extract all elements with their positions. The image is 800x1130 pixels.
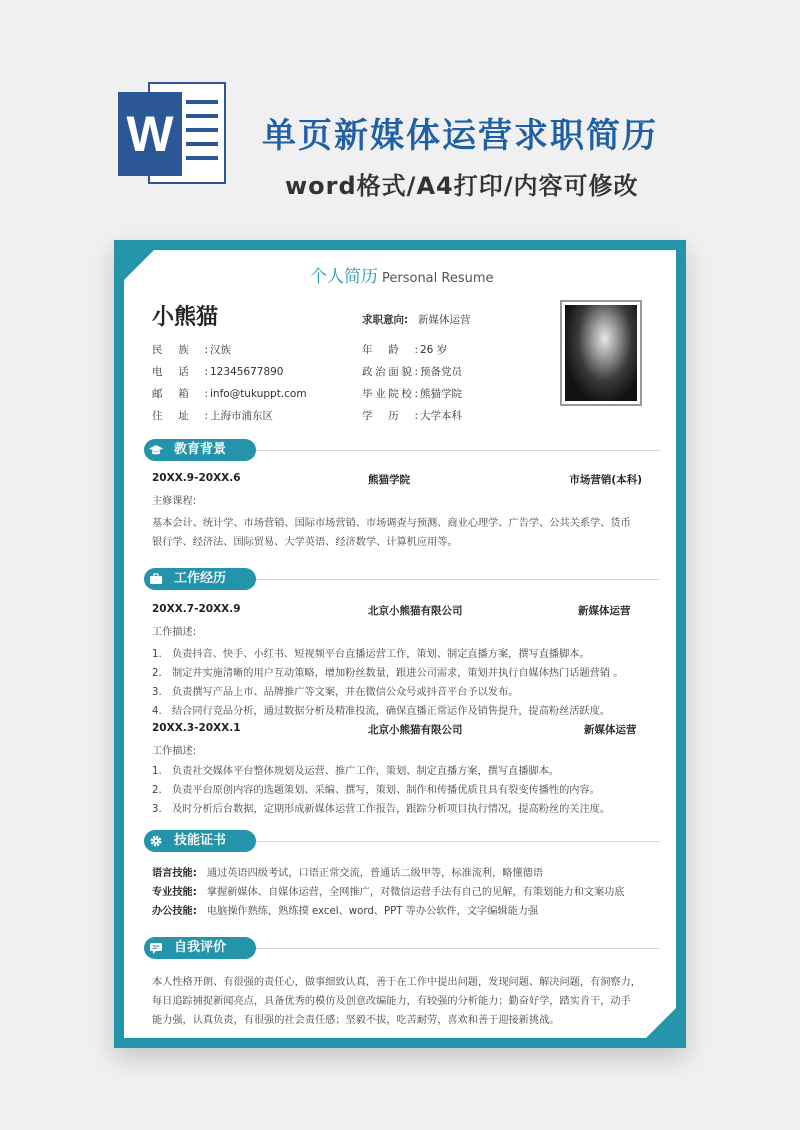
job-desc-label: 工作描述: (152, 627, 197, 638)
job-duties (152, 645, 652, 721)
briefcase-icon (148, 571, 164, 587)
info-degree: 学历: 大学本科 (362, 410, 462, 422)
self-eval-line: 能力强，认真负责，有很强的社会责任感；坚毅不拔，吃苦耐劳，喜欢和善于迎接新挑战。 (152, 1015, 560, 1026)
resume-title-en: Personal Resume (382, 271, 494, 286)
job-duties (152, 762, 652, 819)
section-skills (144, 830, 660, 852)
list-item: 1. 负责抖音、快手、小红书、短视频平台直播运营工作，策划、制定直播方案，撰写直播脚本。 (152, 649, 590, 660)
banner-title: 单页新媒体运营求职简历 (262, 116, 658, 156)
resume-title-cn: 个人简历 (310, 267, 378, 287)
word-badge: W (118, 92, 182, 176)
section-education (144, 439, 660, 461)
corner-decoration (124, 250, 154, 280)
list-item: 3. 负责撰写产品上市、品牌推广等文案，并在微信公众号或抖音平台予以发布。 (152, 687, 519, 698)
list-item: 4. 结合同行竞品分析，通过数据分析及精准投流，确保直播正常运作及销售提升，提高粉丝活跃度。 (152, 706, 611, 717)
info-email: 邮箱: info@tukuppt.com (152, 388, 307, 400)
graduation-cap-icon (148, 442, 164, 458)
courses-line: 银行学、经济法、国际贸易、大学英语、经济数学、计算机应用等。 (152, 537, 458, 548)
list-item: 1. 负责社交媒体平台整体规划及运营、推广工作，策划、制定直播方案，撰写直播脚本。 (152, 766, 560, 777)
section-heading: 自我评价 (174, 940, 227, 955)
banner-subtitle: word格式/A4打印/内容可修改 (285, 172, 639, 200)
candidate-name: 小熊猫 (152, 305, 219, 330)
skill-line: 专业技能: 掌握新媒体、自媒体运营，全网推广，对微信运营手法有自己的见解，有策划能力和文案功底 (152, 887, 625, 898)
info-age: 年龄: 26 岁 (362, 344, 448, 356)
section-heading: 技能证书 (174, 833, 227, 848)
profile-photo (560, 300, 642, 406)
section-heading: 教育背景 (174, 442, 227, 457)
resume-page (124, 250, 676, 1038)
section-work (144, 568, 660, 590)
courses-label: 主修课程: (152, 496, 197, 507)
job-row: 20XX.7-20XX.9 北京小熊猫有限公司 新媒体运营 (152, 603, 631, 617)
list-item: 3. 及时分析后台数据，定期形成新媒体运营工作报告，跟踪分析项目执行情况，提高粉丝的关注度。 (152, 804, 611, 815)
self-eval-line: 每日追踪捕捉新闻亮点，具备优秀的模仿及创意改编能力，有较强的分析能力；勤奋好学，踏实肯干，动手 (152, 996, 631, 1007)
word-logo-icon (118, 82, 226, 184)
education-row: 20XX.9-20XX.6 熊猫学院 市场营销(本科) (152, 472, 642, 486)
info-school: 毕业院校: 熊猫学院 (362, 388, 462, 400)
skill-line: 办公技能: 电脑操作熟练，熟练摸 excel、word、PPT 等办公软件，文字编辑能力强 (152, 906, 539, 917)
skill-line: 语言技能: 通过英语四级考试，口语正常交流，普通话二级甲等，标准流利，略懂德语 (152, 868, 544, 879)
info-ethnicity: 民族: 汉族 (152, 344, 231, 356)
self-eval-line: 本人性格开朗、有很强的责任心，做事细致认真，善于在工作中提出问题，发现问题、解决问题，有洞察力， (152, 977, 641, 988)
info-political: 政治面貌: 预备党员 (362, 366, 462, 378)
section-self-eval (144, 937, 660, 959)
job-desc-label: 工作描述: (152, 746, 197, 757)
info-job-intention: 求职意向: 新媒体运营 (362, 314, 471, 326)
job-row: 20XX.3-20XX.1 北京小熊猫有限公司 新媒体运营 (152, 722, 637, 736)
resume-sheet (114, 240, 686, 1048)
list-item: 2. 制定并实施清晰的用户互动策略，增加粉丝数量，跟进公司需求，策划并执行自媒体热门话题营销 。 (152, 668, 624, 679)
courses-line: 基本会计、统计学、市场营销、国际市场营销、市场调查与预测、商业心理学、广告学、公共关系学、货币 (152, 518, 631, 529)
info-phone: 电话: 12345677890 (152, 366, 284, 378)
list-item: 2. 负责平台原创内容的选题策划、采编、撰写，策划、制作和传播优质且具有裂变传播性的内容。 (152, 785, 600, 796)
info-address: 住址: 上海市浦东区 (152, 410, 273, 422)
section-heading: 工作经历 (174, 571, 227, 586)
chat-bubble-icon (148, 940, 164, 956)
resume-title (310, 262, 494, 287)
gear-icon (148, 833, 164, 849)
